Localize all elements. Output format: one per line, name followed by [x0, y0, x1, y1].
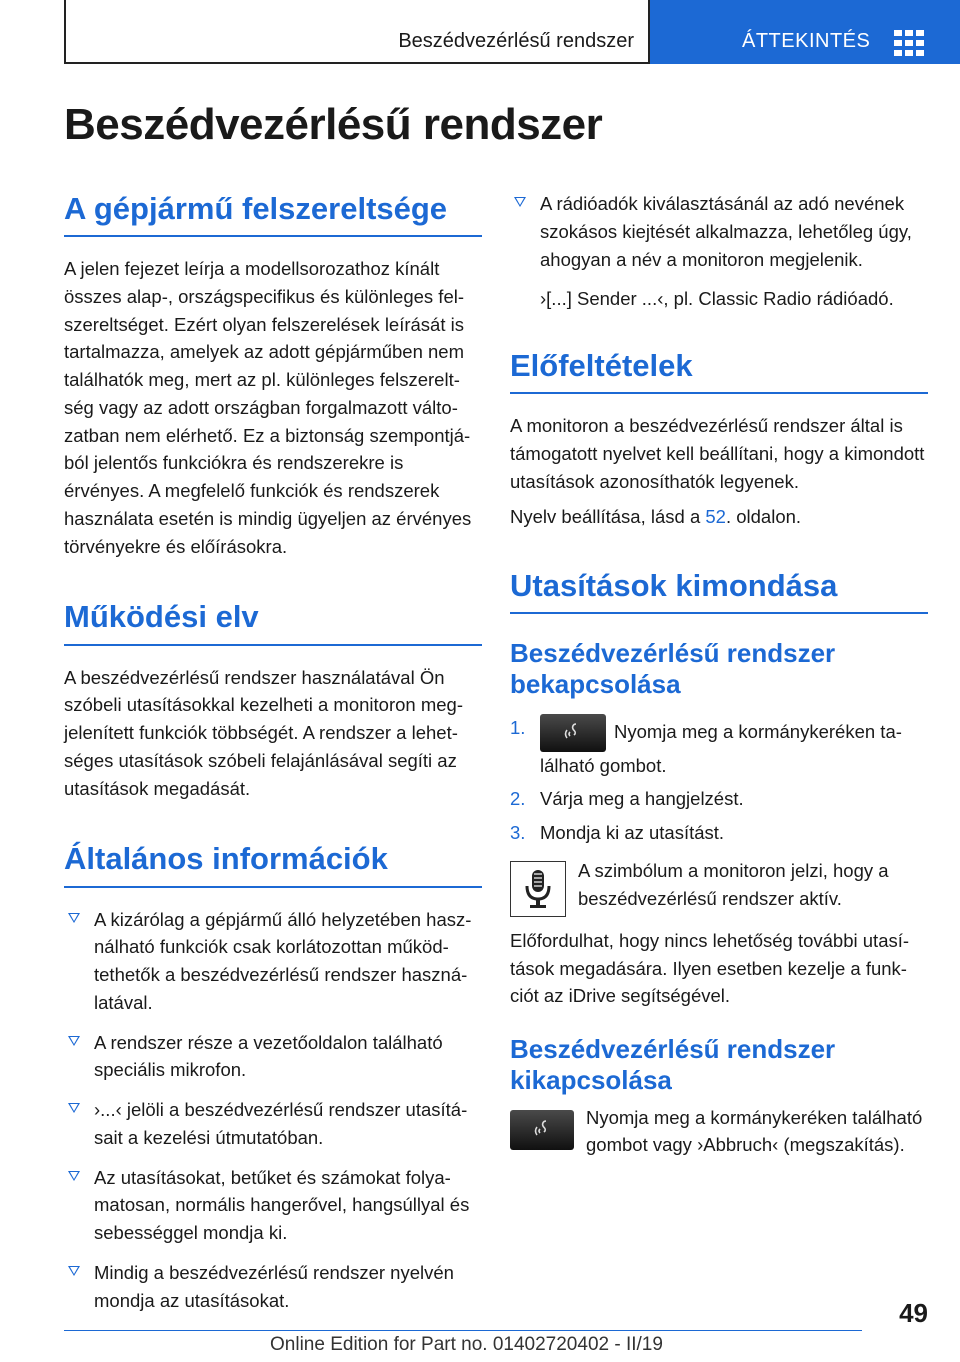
- step-item: [510, 785, 928, 813]
- chapter-tab: [64, 0, 650, 64]
- page-link[interactable]: 52: [705, 506, 726, 528]
- list-item: [64, 1259, 482, 1315]
- section-heading-principle: Működési elv: [64, 598, 482, 645]
- activate-steps: [510, 714, 928, 847]
- chapter-title: Beszédvezérlésű rendszer: [398, 30, 634, 52]
- left-column: [64, 190, 482, 1326]
- list-item-text: Az utasításokat, betűket és számokat folyamatosan, normális hangerővel, hangsúllyal és sebességgel mondja ki.: [94, 1166, 470, 1244]
- triangle-bullet-icon: [68, 1036, 80, 1046]
- general-info-list: [64, 906, 482, 1315]
- grid-menu-icon[interactable]: [894, 30, 924, 56]
- step-number: 3.: [510, 822, 526, 844]
- section-heading-equipment: A gépjármű felszereltsége: [64, 190, 482, 237]
- list-item: [64, 1029, 482, 1085]
- fallback-note: Előfordulhat, hogy nincs lehetőség további utasítások megadására. Ilyen esetben kezelje a funkciót az iDrive segítségével.: [510, 929, 910, 1007]
- triangle-bullet-icon: [514, 197, 526, 207]
- step-item: [510, 819, 928, 847]
- section-heading-commands: Utasítások kimondása: [510, 567, 928, 614]
- section-tab[interactable]: [650, 0, 960, 64]
- prerequisites-text: A monitoron a beszédvezérlésű rendszer által is támogatott nyelvet kell beállítani, hogy a kimondott utasítások azonosíthatók legyenek.: [510, 415, 925, 492]
- voice-control-icon: [562, 722, 586, 744]
- mic-note-text: A szimbólum a monitoron jelzi, hogy a beszédvezérlésű rendszer aktív.: [578, 859, 889, 909]
- triangle-bullet-icon: [68, 913, 80, 923]
- section-heading-general-info: Általános információk: [64, 840, 482, 887]
- deactivate-block: [510, 1104, 928, 1160]
- list-item-text: ›...‹ jelöli a beszédvezérlésű rendszer utasításait a kezelési útmutatóban.: [94, 1099, 468, 1148]
- language-setting-suffix: . oldalon.: [725, 506, 802, 528]
- list-item-text: A rendszer része a vezetőoldalon található speciális mikrofon.: [94, 1031, 443, 1081]
- list-item: [64, 906, 482, 1017]
- list-item-text: A kizárólag a gépjármű álló helyzetében használható funkciók csak korlátozottan működtethetők a beszédvezérlésű rendszer használatával.: [94, 908, 472, 1013]
- list-item: [510, 190, 928, 273]
- page-number: 49: [899, 1298, 928, 1328]
- page-title: Beszédvezérlésű rendszer: [64, 100, 603, 149]
- subheading-activate: Beszédvezérlésű rendszer bekapcsolása: [510, 638, 836, 700]
- triangle-bullet-icon: [68, 1171, 80, 1181]
- example-command: ›[...] Sender ...‹, pl. Classic Radio rádióadó.: [540, 288, 894, 310]
- deactivate-text: Nyomja meg a kormánykeréken található gombot vagy ›Abbruch‹ (megszakítás).: [586, 1106, 923, 1156]
- step-text: Mondja ki az utasítást.: [540, 822, 725, 844]
- radio-tip-list: [510, 190, 928, 273]
- step-number: 1.: [510, 716, 526, 738]
- mic-note-block: [510, 857, 928, 917]
- language-setting-text: [510, 503, 928, 531]
- list-item: [64, 1096, 482, 1152]
- voice-button-image: [510, 1110, 574, 1150]
- principle-text: A beszédvezérlésű rendszer használatával Ön szóbeli utasításokkal kezelheti a monitoron megjelenített funkciók többségét. A rendszer a lehetséges utasítások szóbeli felajánlásával segíti az utasítások megadását.: [64, 666, 463, 799]
- right-column: [510, 190, 928, 1159]
- step-text: Várja meg a hangjelzést.: [540, 788, 744, 810]
- voice-button-image: [540, 714, 606, 752]
- subheading-deactivate: Beszédvezérlésű rendszer kikapcsolása: [510, 1034, 836, 1095]
- page-header: [0, 0, 960, 66]
- list-item-text: A rádióadók kiválasztásánál az adó nevének szokásos kiejtését alkalmazza, lehetőleg úgy, ahogyan a név a monitoron megjelenik.: [540, 193, 912, 270]
- step-item: [510, 714, 928, 780]
- equipment-text: A jelen fejezet leírja a modellsorozathoz kínált összes alap-, országspecifikus és különleges felszereltséget. Ezért olyan felszerelések leírását is tartalmazza, amelyek az adott gépjárműben nem találhatók meg, mert az pl. különleges felszereltség vagy az adott országban forgalmazott változatban nem elérhető. Ez a biztonság szempontjából jelentős funkciókra és rendszerekre is érvényes. A megfelelő funkciók és rendszerek használata esetén is mindig ügyeljen az érvényes törvényekre és előírásokra.: [64, 258, 472, 557]
- triangle-bullet-icon: [68, 1266, 80, 1276]
- list-item: [64, 1164, 482, 1247]
- microphone-symbol: [510, 861, 566, 917]
- triangle-bullet-icon: [68, 1103, 80, 1113]
- edition-footer: Online Edition for Part no. 01402720402 - II/19: [270, 1334, 663, 1355]
- section-label: ÁTTEKINTÉS: [742, 30, 871, 52]
- language-setting-prefix: Nyelv beállítása, lásd a: [510, 506, 706, 528]
- step-number: 2.: [510, 788, 526, 810]
- footer-divider: [64, 1330, 862, 1331]
- microphone-icon: [523, 868, 553, 910]
- section-heading-prerequisites: Előfeltételek: [510, 347, 928, 394]
- voice-control-icon: [532, 1119, 556, 1141]
- list-item-text: Mindig a beszédvezérlésű rendszer nyelvén mondja az utasításokat.: [94, 1261, 454, 1311]
- step-text: Nyomja meg a kormánykeréken található gombot.: [540, 720, 902, 776]
